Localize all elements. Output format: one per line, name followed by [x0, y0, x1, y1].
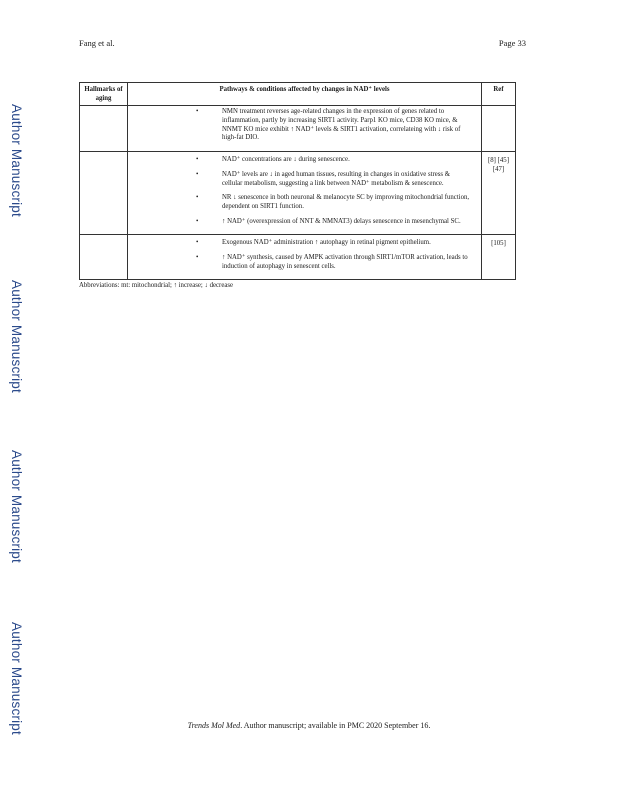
running-author: Fang et al.: [79, 38, 115, 48]
side-label-author-manuscript: Author Manuscript: [9, 622, 24, 735]
ref-citation: [8] [45]: [488, 157, 509, 165]
pathways-cell: [128, 106, 482, 152]
list-item: • ↑ NAD⁺ synthesis, caused by AMPK activation through SIRT1/mTOR activation, leads to induction of autophagy in senescent cells.: [128, 254, 471, 271]
list-item: • NR ↓ senescence in both neuronal & melanocyte SC by improving mitochondrial function, dependent on SIRT1 function.: [128, 194, 471, 211]
citation-footer: [0, 721, 618, 730]
ref-cell: [482, 152, 516, 235]
page-number: Page 33: [498, 38, 526, 48]
hallmark-cell: [80, 235, 128, 280]
table-row: [80, 235, 516, 280]
pathways-cell: [128, 152, 482, 235]
journal-name: Trends Mol Med: [187, 721, 241, 730]
hallmark-cell: [80, 106, 128, 152]
list-item: • NAD⁺ levels are ↓ in aged human tissues, resulting in changes in oxidative stress & cellular metabolism, suggesting a link between NAD⁺ metabolism & senescence.: [128, 171, 471, 188]
abbreviations-note: Abbreviations: mt: mitochondrial; ↑ increase; ↓ decrease: [79, 282, 234, 289]
footer-text: . Author manuscript; available in PMC 2020 September 16.: [240, 721, 431, 730]
ref-citation: [105]: [491, 240, 506, 248]
list-item: • ↑ NAD⁺ (overexpression of NNT & NMNAT3) delays senescence in mesenchymal SC.: [128, 218, 471, 227]
header-pathways: Pathways & conditions affected by changes in NAD⁺ levels: [128, 83, 482, 106]
ref-citation: [47]: [492, 165, 505, 173]
ref-cell: [482, 235, 516, 280]
table-row: [80, 106, 516, 152]
list-item: • NMN treatment reverses age-related changes in the expression of genes related to inflammation, partly by increasing SIRT1 activity. Parp1 KO mice, CD38 KO mice, & NNMT KO mice exhibit ↑ NAD⁺ levels & SIRT1 activation, correlateing with ↓ risk of high-fat DIO.: [128, 108, 471, 143]
hallmarks-table: [79, 82, 516, 280]
list-item: • NAD⁺ concentrations are ↓ during senescence.: [128, 156, 471, 165]
side-label-author-manuscript: Author Manuscript: [9, 450, 24, 563]
header-hallmarks: Hallmarks of aging: [80, 83, 128, 106]
side-label-author-manuscript: Author Manuscript: [9, 280, 24, 393]
side-label-author-manuscript: Author Manuscript: [9, 104, 24, 217]
hallmark-cell: [80, 152, 128, 235]
table-header-row: [80, 83, 516, 106]
pathways-cell: [128, 235, 482, 280]
ref-cell: [482, 106, 516, 152]
list-item: • Exogenous NAD⁺ administration ↑ autophagy in retinal pigment epithelium.: [128, 239, 471, 248]
header-ref: Ref: [482, 83, 516, 106]
table-row: [80, 152, 516, 235]
